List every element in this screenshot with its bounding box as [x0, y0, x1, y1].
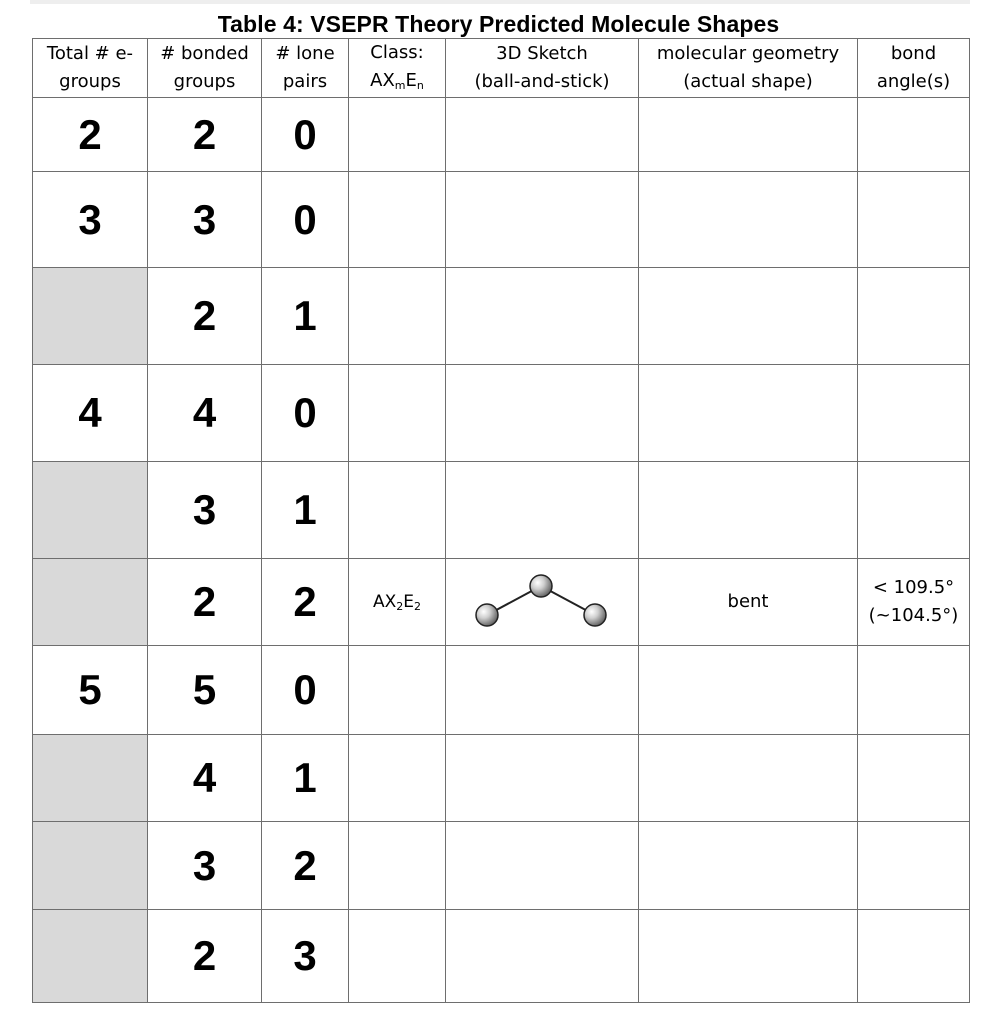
sketch-cell[interactable]: [446, 822, 639, 910]
class-cell[interactable]: [349, 646, 446, 735]
bond-angle-cell[interactable]: [858, 646, 970, 735]
sketch-cell[interactable]: [446, 268, 639, 365]
geometry-cell[interactable]: bent: [639, 559, 858, 646]
total-groups-cell: [33, 268, 148, 365]
total-groups-cell: 5: [33, 646, 148, 735]
bonded-groups-cell: 4: [148, 365, 262, 462]
bond-angle-cell[interactable]: [858, 462, 970, 559]
geometry-cell[interactable]: [639, 735, 858, 822]
sketch-cell[interactable]: [446, 462, 639, 559]
total-groups-cell: [33, 822, 148, 910]
table-row: [33, 462, 970, 559]
bond-angle-cell[interactable]: [858, 172, 970, 268]
bonded-groups-cell: 2: [148, 98, 262, 172]
geometry-cell[interactable]: [639, 98, 858, 172]
total-groups-cell: [33, 735, 148, 822]
lone-pairs-cell: 1: [262, 268, 349, 365]
lone-pairs-cell: 0: [262, 172, 349, 268]
outer-atom-left: [476, 604, 498, 626]
header-class: Class: $AX_mE_n$: [349, 39, 446, 98]
class-cell[interactable]: [349, 172, 446, 268]
bond-angle-value: < 109.5°: [872, 577, 955, 598]
total-groups-cell: [33, 462, 148, 559]
class-cell[interactable]: [349, 822, 446, 910]
bond-angle-cell[interactable]: [858, 365, 970, 462]
geometry-cell[interactable]: [639, 462, 858, 559]
table-row: [33, 365, 970, 462]
class-cell[interactable]: [349, 365, 446, 462]
table-row: [33, 646, 970, 735]
total-groups-cell: [33, 910, 148, 1003]
bonded-groups-cell: 2: [148, 559, 262, 646]
lone-pairs-cell: 3: [262, 910, 349, 1003]
lone-pairs-cell: 2: [262, 559, 349, 646]
table-row: [33, 735, 970, 822]
sketch-cell[interactable]: [446, 172, 639, 268]
bent-molecule-icon: [467, 572, 617, 632]
total-groups-cell: 3: [33, 172, 148, 268]
geometry-cell[interactable]: [639, 646, 858, 735]
header-row: [33, 39, 970, 98]
lone-pairs-cell: 0: [262, 365, 349, 462]
class-cell[interactable]: [349, 98, 446, 172]
header-molecular-geometry: molecular geometry (actual shape): [639, 39, 858, 98]
sketch-cell[interactable]: [446, 910, 639, 1003]
sketch-cell[interactable]: [446, 98, 639, 172]
class-cell[interactable]: $AX_2E_2$: [349, 559, 446, 646]
bond-angle-cell[interactable]: [858, 822, 970, 910]
vsepr-table: [32, 38, 970, 1003]
top-rule: [30, 0, 970, 4]
central-atom: [530, 575, 552, 597]
bonded-groups-cell: 3: [148, 822, 262, 910]
geometry-cell[interactable]: [639, 822, 858, 910]
bond-angle-cell[interactable]: [858, 559, 970, 646]
bond-angle-approx: (~104.5°): [868, 605, 959, 626]
bonded-groups-cell: 4: [148, 735, 262, 822]
lone-pairs-cell: 0: [262, 646, 349, 735]
header-bonded-groups: # bonded groups: [148, 39, 262, 98]
bonded-groups-cell: 3: [148, 172, 262, 268]
lone-pairs-cell: 0: [262, 98, 349, 172]
sketch-cell[interactable]: [446, 559, 639, 646]
total-groups-cell: [33, 559, 148, 646]
sketch-cell[interactable]: [446, 646, 639, 735]
bonded-groups-cell: 3: [148, 462, 262, 559]
geometry-cell[interactable]: [639, 268, 858, 365]
bond-angle-cell[interactable]: [858, 98, 970, 172]
bond-angle-cell[interactable]: [858, 735, 970, 822]
geometry-cell[interactable]: [639, 172, 858, 268]
lone-pairs-cell: 1: [262, 735, 349, 822]
table-title: Table 4: VSEPR Theory Predicted Molecule Shapes: [217, 11, 780, 37]
class-cell[interactable]: [349, 268, 446, 365]
header-3d-sketch: 3D Sketch (ball-and-stick): [446, 39, 639, 98]
header-bond-angles: bond angle(s): [858, 39, 970, 98]
class-cell[interactable]: [349, 462, 446, 559]
bonded-groups-cell: 2: [148, 268, 262, 365]
table-row: [33, 172, 970, 268]
total-groups-cell: 4: [33, 365, 148, 462]
lone-pairs-cell: 2: [262, 822, 349, 910]
header-lone-pairs: # lone pairs: [262, 39, 349, 98]
bond-angle-cell[interactable]: [858, 268, 970, 365]
outer-atom-right: [584, 604, 606, 626]
lone-pairs-cell: 1: [262, 462, 349, 559]
sketch-cell[interactable]: [446, 735, 639, 822]
sketch-cell[interactable]: [446, 365, 639, 462]
bonded-groups-cell: 5: [148, 646, 262, 735]
table-row: [33, 822, 970, 910]
table-row: [33, 910, 970, 1003]
bonded-groups-cell: 2: [148, 910, 262, 1003]
geometry-cell[interactable]: [639, 365, 858, 462]
table-row: [33, 559, 970, 646]
geometry-cell[interactable]: [639, 910, 858, 1003]
table-row: [33, 268, 970, 365]
total-groups-cell: 2: [33, 98, 148, 172]
header-total-groups: Total # e- groups: [33, 39, 148, 98]
class-cell[interactable]: [349, 735, 446, 822]
bond-angle-cell[interactable]: [858, 910, 970, 1003]
class-cell[interactable]: [349, 910, 446, 1003]
table-row: [33, 98, 970, 172]
